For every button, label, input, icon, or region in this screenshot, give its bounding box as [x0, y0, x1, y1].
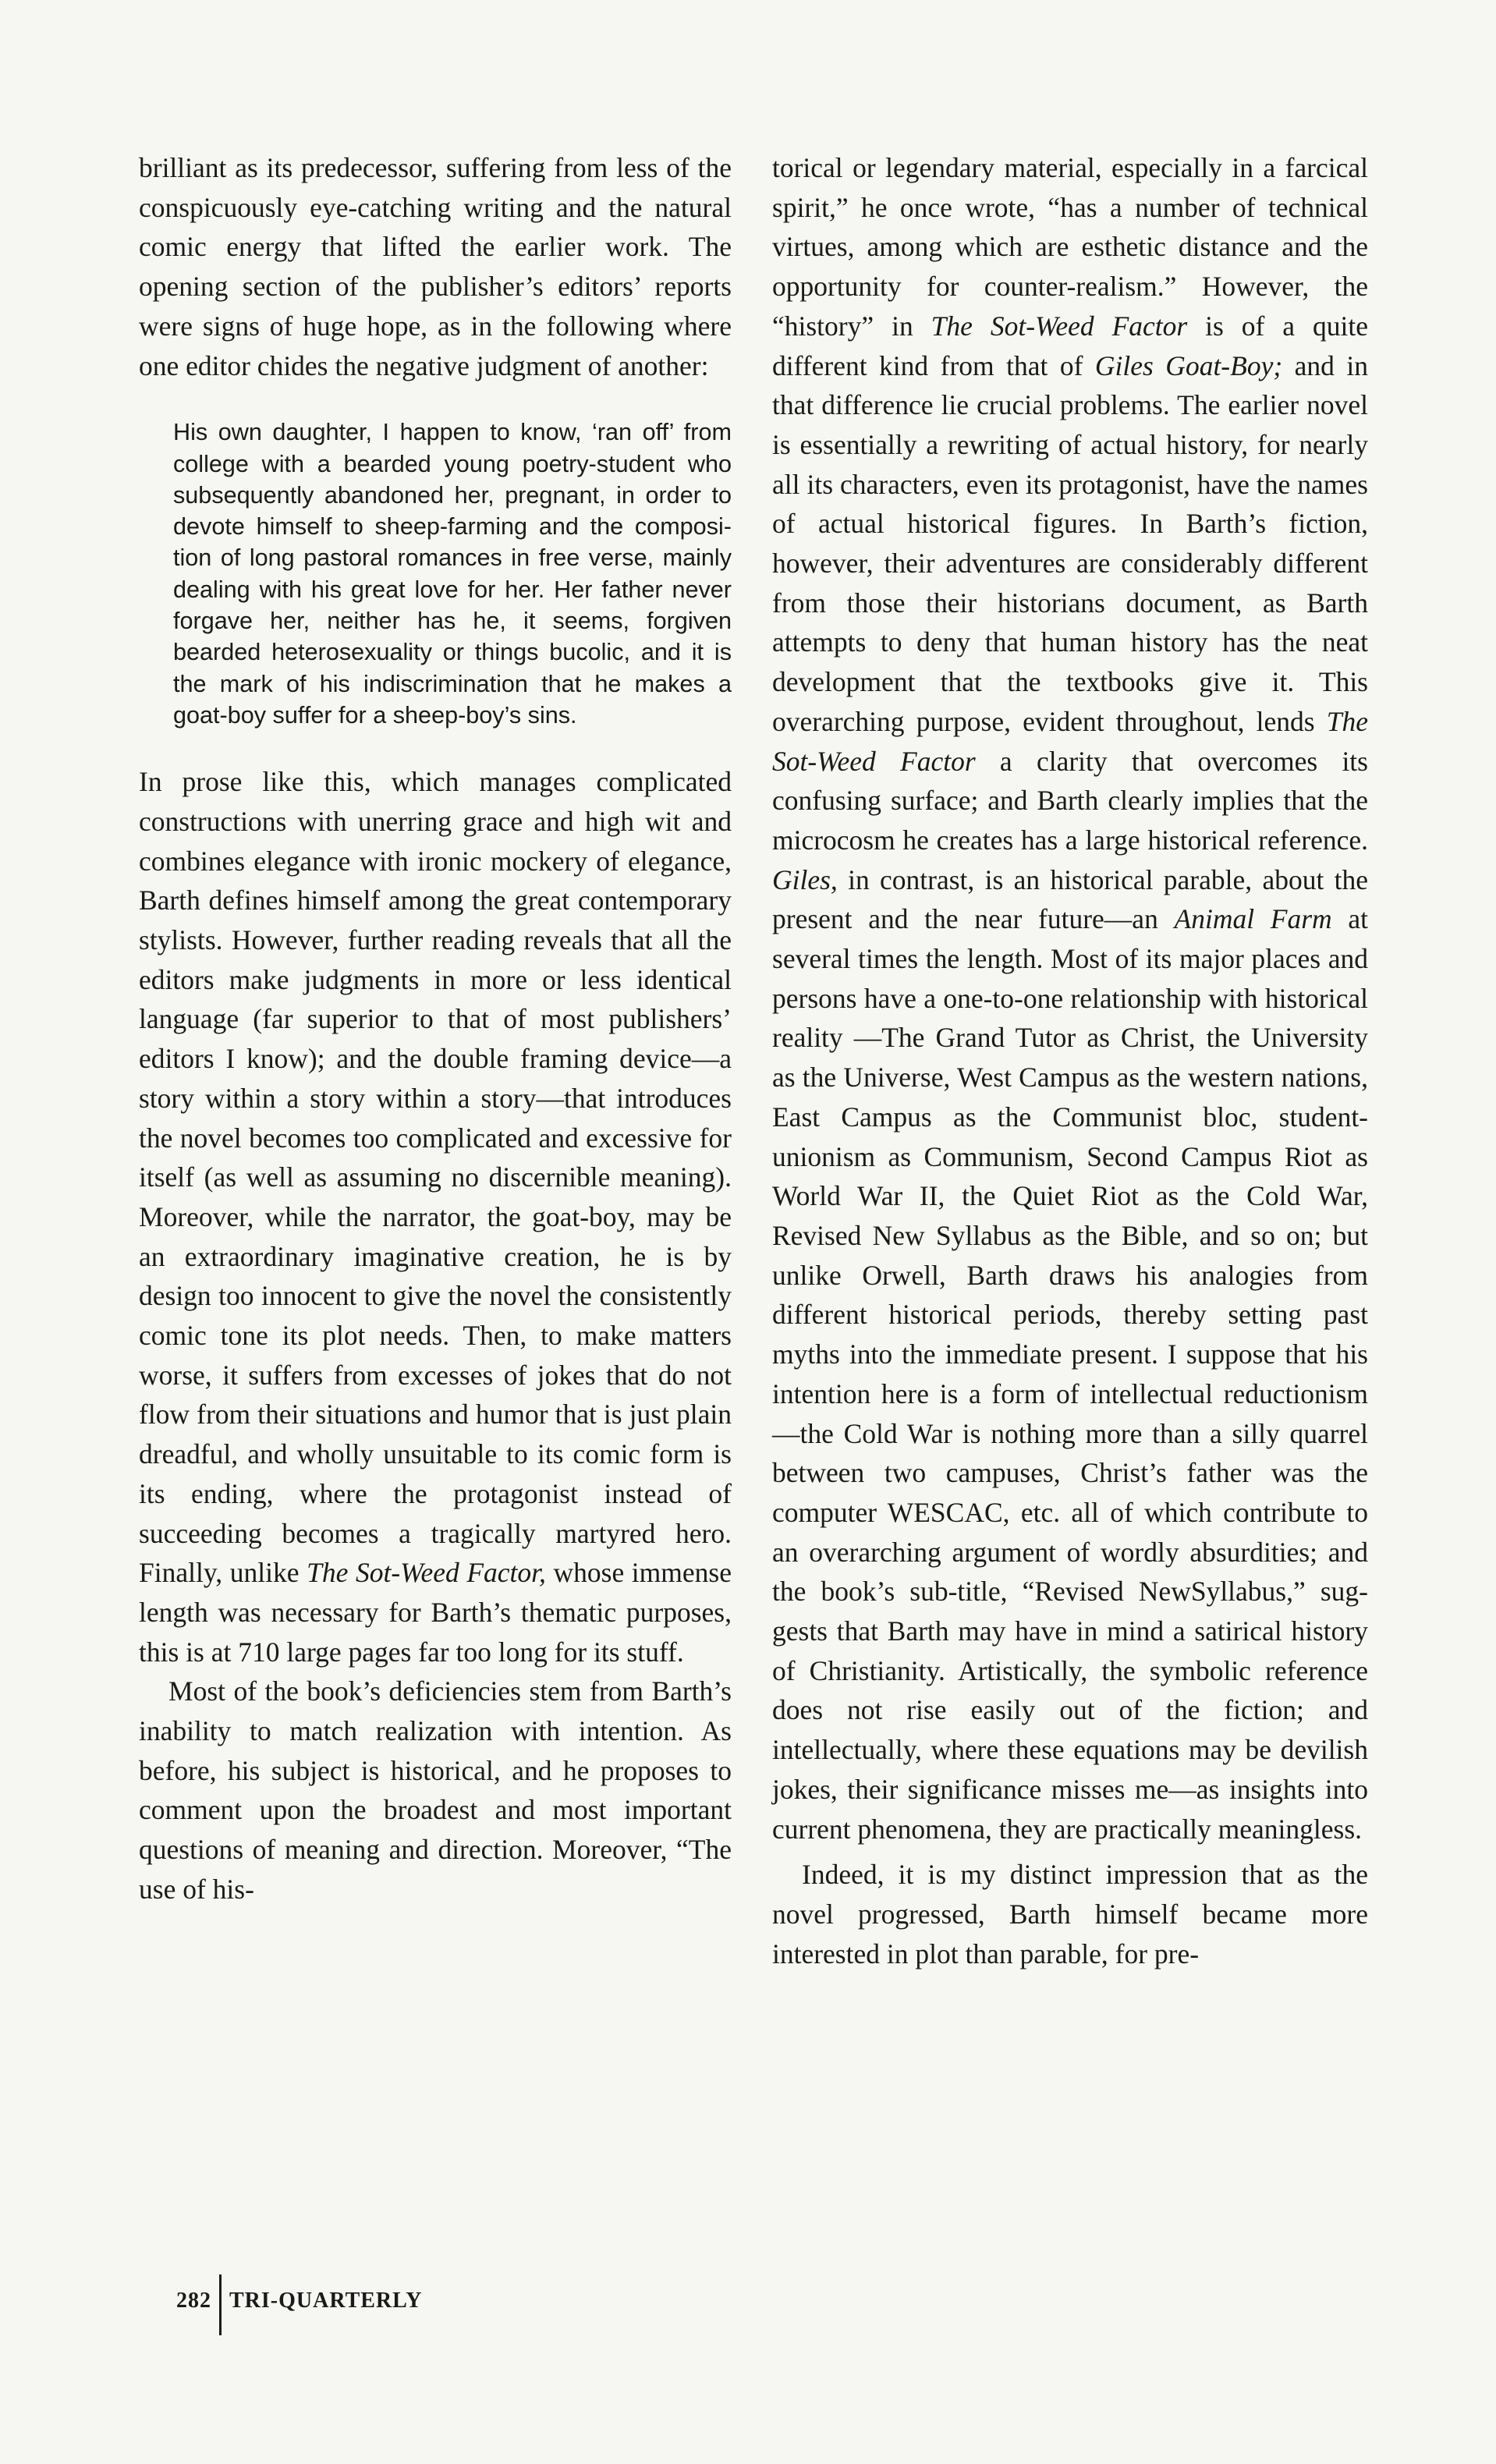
text-run: at several times the length. Most of its major places and persons have a one-to-one relationship with historical reality —The Grand Tutor as Christ, the University as the Universe, West Campus as the western nations, East Campus as the Communist bloc, student-unionism as Communism, Second Campus Riot as World War II, the Quiet Riot as the Cold War, Revised New Syllabus as the Bible, and so on; but unlike Orwell, Barth draws his analogies from different historical periods, thereby setting past myths into the immediate present. I suppose that his intention here is a form of intellectual reductionism—the Cold War is nothing more than a silly quarrel between two campuses, Christ’s father was the computer WESCAC, etc. all of which contribute to an overarching argument of wordly absurdities; and the book’s sub-title, “Revised NewSyllabus,” suggests that Barth may have in mind a satirical history of Christianity. Artistically, the symbolic reference does not rise easily out of the fiction; and intellectually, where these equations may be devilish jokes, their significance misses me—as insights into current phenomena, they are practically meaningless.: [772, 903, 1368, 1845]
text-run: is of a quite different kind from that of: [772, 310, 1368, 381]
journal-name: TRI-QUARTERLY: [229, 2289, 423, 2313]
paragraph-intro: brilliant as its predecessor, suffering from less of the conspicuously eye-catching writing and the natural comic energy that lifted the earlier work. The opening section of the publisher’s editors’ reports were signs of huge hope, as in the following where one editor chides the negative judgment of another:: [139, 152, 732, 381]
book-title: The Sot-Weed Factor: [772, 705, 1368, 777]
paragraph-history: [772, 148, 1368, 1849]
text-run: torical or legendary material, especially in a farcical spirit,” he once wrote, “has a number of technical virtues, among which are esthetic distance and the opportunity for counter-realism.” However, the “history” in: [772, 152, 1368, 342]
text-run: whose immense length was necessary for Barth’s thematic purposes, this is at 710 large pages far too long for its stuff.: [139, 1557, 732, 1668]
page-number: 282: [176, 2289, 211, 2313]
quote-text: His own daughter, I happen to know, ‘ran off’ from college with a bearded young poetry-student who subsequently abandoned her, pregnant, in order to devote himself to sheep-farming and the composition of long pastoral romances in free verse, mainly dealing with his great love for her. Her father never forgave her, neither has he, it seems, forgiven bearded heterosexuality or things bucolic, and it is the mark of his indiscrimination that he makes a goat-boy suffer for a sheep-boy’s sins.: [173, 419, 732, 729]
text-run: a clarity that overcomes its confusing surface; and Barth clearly implies that the microcosm he creates has a large historical reference.: [772, 745, 1368, 856]
book-title: The Sot-Weed Factor,: [307, 1557, 546, 1589]
book-title: Animal Farm: [1174, 903, 1332, 935]
block-quote: [173, 417, 732, 731]
text-run: in contrast, is an historical parable, about the present and the near future—an: [772, 863, 1368, 935]
book-title: Giles,: [772, 863, 838, 895]
left-column: [139, 148, 732, 1909]
paragraph-prose-analysis: [139, 762, 732, 1672]
text-run: and in that difference lie crucial problems. The earlier novel is essentially a rewriting of actual history, for nearly all its characters, even its protagonist, have the names of actual historical figures. In Barth’s fiction, however, their adventures are considerably different from those their historians document, as Barth attempts to deny that human history has the neat development that the textbooks give it. This overarching purpose, evident throughout, lends: [772, 349, 1368, 737]
book-title: Giles Goat-Boy;: [1094, 349, 1283, 381]
book-title: The Sot-Weed Factor: [931, 310, 1188, 342]
paragraph-impression: Indeed, it is my distinct impression that as the novel progressed, Barth himself became more interested in plot than parable, for pre-: [772, 1859, 1368, 1969]
paragraph-deficiencies: Most of the book’s deficiencies stem from Barth’s inability to match realization with intention. As before, his subject is historical, and he proposes to comment upon the broadest and most important questions of meaning and direction. Moreover, “The use of his-: [139, 1675, 732, 1905]
text-run: In prose like this, which manages complicated constructions with unerring grace and high wit and combines elegance with ironic mockery of elegance, Barth defines himself among the great contemporary stylists. However, further reading reveals that all the editors make judgments in more or less identical language (far superior to that of most publishers’ editors I know); and the double framing device—a story within a story within a story—that introduces the novel becomes too complicated and excessive for itself (as well as assuming no discernible meaning). Moreover, while the narrator, the goat-boy, may be an extraordinary imaginative creation, he is by design too innocent to give the novel the consistently comic tone its plot needs. Then, to make matters worse, it suffers from excesses of jokes that do not flow from their situations and humor that is just plain dreadful, and wholly unsuitable to its comic form is its ending, where the protagonist instead of succeeding becomes a tragically martyred hero. Finally, unlike: [139, 766, 732, 1589]
right-column: [772, 148, 1368, 1973]
page-footer: [176, 2278, 422, 2324]
